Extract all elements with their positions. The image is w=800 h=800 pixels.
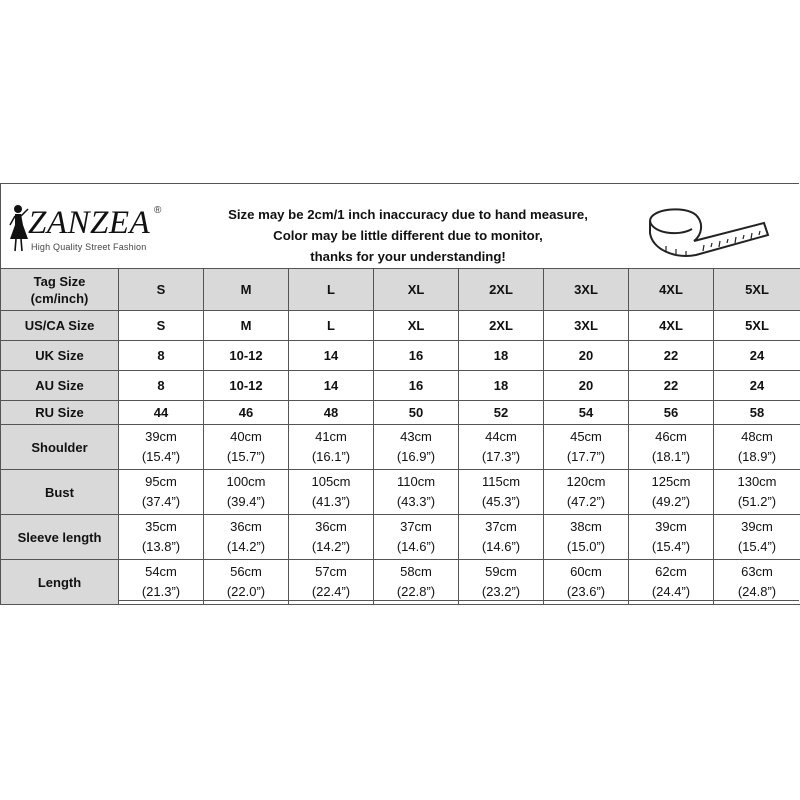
registered-mark: ®	[154, 205, 162, 216]
cm-value: 40cm	[230, 429, 262, 444]
cm-value: 115cm	[481, 474, 521, 489]
inch-value: (23.2”)	[481, 584, 521, 599]
size-cell: 2XL	[459, 269, 544, 311]
inch-value: (22.0”)	[226, 584, 266, 599]
inch-value: (17.7”)	[566, 449, 606, 464]
measurement-cell	[289, 515, 374, 560]
measurement-cell	[714, 470, 800, 515]
measurement-cell	[289, 560, 374, 605]
inch-value: (15.4”)	[737, 539, 777, 554]
cm-value: 38cm	[570, 519, 602, 534]
cm-value: 44cm	[485, 429, 517, 444]
size-cell: XL	[374, 311, 459, 341]
cm-value: 48cm	[741, 429, 773, 444]
cm-value: 130cm	[737, 474, 777, 489]
size-cell: 44	[119, 401, 204, 425]
inch-value: (41.3”)	[311, 494, 351, 509]
measurement-cell	[544, 470, 629, 515]
measurement-cell	[714, 515, 800, 560]
brand-name: ZANZEA	[28, 205, 151, 241]
inch-value: (14.2”)	[311, 539, 351, 554]
brand-tagline: High Quality Street Fashion	[31, 242, 147, 252]
size-cell: 5XL	[714, 269, 800, 311]
cm-value: 37cm	[400, 519, 432, 534]
size-cell: 24	[714, 371, 800, 401]
measurement-cell	[629, 515, 714, 560]
size-cell: M	[204, 311, 289, 341]
measurement-row	[1, 515, 800, 560]
cm-value: 60cm	[570, 564, 602, 579]
cm-value: 120cm	[566, 474, 606, 489]
measurement-cell	[119, 560, 204, 605]
note-line-2: Color may be little different due to monitor,	[273, 228, 543, 243]
row-label: Sleeve length	[1, 515, 119, 560]
inch-value: (22.4”)	[311, 584, 351, 599]
measurement-cell	[459, 425, 544, 470]
inch-value: (24.8”)	[737, 584, 777, 599]
measurement-cell	[374, 470, 459, 515]
size-cell: 24	[714, 341, 800, 371]
size-cell: 48	[289, 401, 374, 425]
measuring-tape-icon	[644, 201, 770, 259]
size-cell: 58	[714, 401, 800, 425]
measurement-cell	[119, 425, 204, 470]
size-cell: 46	[204, 401, 289, 425]
size-cell: 16	[374, 341, 459, 371]
inch-value: (14.2”)	[226, 539, 266, 554]
cm-value: 125cm	[651, 474, 691, 489]
row-label: Bust	[1, 470, 119, 515]
size-cell: 20	[544, 341, 629, 371]
size-cell: 14	[289, 371, 374, 401]
cm-value: 54cm	[145, 564, 177, 579]
measurement-cell	[204, 425, 289, 470]
measurement-cell	[459, 560, 544, 605]
measurement-cell	[374, 425, 459, 470]
size-cell: 2XL	[459, 311, 544, 341]
size-cell: 22	[629, 371, 714, 401]
size-cell: 10-12	[204, 371, 289, 401]
cm-value: 62cm	[655, 564, 687, 579]
cm-value: 110cm	[396, 474, 436, 489]
row-label: RU Size	[1, 401, 119, 425]
size-cell: 4XL	[629, 311, 714, 341]
inch-value: (45.3”)	[481, 494, 521, 509]
measurement-cell	[374, 515, 459, 560]
size-row	[1, 401, 800, 425]
size-cell: 14	[289, 341, 374, 371]
cm-value: 37cm	[485, 519, 517, 534]
measurement-cell	[714, 425, 800, 470]
cm-value: 56cm	[230, 564, 262, 579]
measurement-cell	[629, 425, 714, 470]
row-label: US/CA Size	[1, 311, 119, 341]
inch-value: (15.0”)	[566, 539, 606, 554]
cm-value: 39cm	[655, 519, 687, 534]
inch-value: (15.4”)	[141, 449, 181, 464]
size-cell: 54	[544, 401, 629, 425]
measurement-row	[1, 470, 800, 515]
inch-value: (43.3”)	[396, 494, 436, 509]
measurement-cell	[629, 560, 714, 605]
size-cell: 56	[629, 401, 714, 425]
size-cell: S	[119, 269, 204, 311]
measurement-cell	[289, 470, 374, 515]
note-line-3: thanks for your understanding!	[310, 249, 506, 264]
measurement-note	[196, 204, 620, 267]
inch-value: (15.4”)	[651, 539, 691, 554]
measurement-cell	[119, 470, 204, 515]
note-line-1: Size may be 2cm/1 inch inaccuracy due to hand measure,	[228, 207, 588, 222]
inch-value: (39.4”)	[226, 494, 266, 509]
inch-value: (14.6”)	[481, 539, 521, 554]
row-label: Tag Size (cm/inch)	[1, 269, 119, 311]
inch-value: (16.9”)	[396, 449, 436, 464]
size-cell: 50	[374, 401, 459, 425]
size-cell: M	[204, 269, 289, 311]
inch-value: (17.3”)	[481, 449, 521, 464]
measurement-cell	[544, 515, 629, 560]
size-cell: 10-12	[204, 341, 289, 371]
brand-logo	[6, 203, 166, 253]
measurement-cell	[714, 560, 800, 605]
chart-header	[0, 183, 800, 268]
size-cell: 5XL	[714, 311, 800, 341]
size-row	[1, 311, 800, 341]
inch-value: (49.2”)	[651, 494, 691, 509]
inch-value: (14.6”)	[396, 539, 436, 554]
inch-value: (21.3”)	[141, 584, 181, 599]
measurement-row	[1, 425, 800, 470]
size-row	[1, 341, 800, 371]
size-cell: 16	[374, 371, 459, 401]
inch-value: (37.4”)	[141, 494, 181, 509]
measurement-row	[1, 560, 800, 605]
size-cell: 20	[544, 371, 629, 401]
row-label: Length	[1, 560, 119, 605]
measurement-cell	[204, 515, 289, 560]
measurement-cell	[204, 560, 289, 605]
size-cell: 3XL	[544, 311, 629, 341]
inch-value: (22.8”)	[396, 584, 436, 599]
measurement-cell	[629, 470, 714, 515]
cm-value: 105cm	[311, 474, 351, 489]
measurement-cell	[459, 515, 544, 560]
cm-value: 59cm	[485, 564, 517, 579]
measurement-cell	[289, 425, 374, 470]
inch-value: (15.7”)	[226, 449, 266, 464]
row-label: Shoulder	[1, 425, 119, 470]
cm-value: 43cm	[400, 429, 432, 444]
inch-value: (24.4”)	[651, 584, 691, 599]
cm-value: 46cm	[655, 429, 687, 444]
inch-value: (18.9”)	[737, 449, 777, 464]
size-cell: 8	[119, 371, 204, 401]
size-cell: 4XL	[629, 269, 714, 311]
size-cell: 18	[459, 371, 544, 401]
size-cell: 8	[119, 341, 204, 371]
cm-value: 35cm	[145, 519, 177, 534]
size-cell: L	[289, 269, 374, 311]
inch-value: (23.6”)	[566, 584, 606, 599]
row-label: UK Size	[1, 341, 119, 371]
size-cell: XL	[374, 269, 459, 311]
inch-value: (13.8”)	[141, 539, 181, 554]
cm-value: 100cm	[226, 474, 266, 489]
measurement-cell	[544, 560, 629, 605]
cm-value: 95cm	[145, 474, 177, 489]
cm-value: 36cm	[315, 519, 347, 534]
size-cell: 22	[629, 341, 714, 371]
measurement-cell	[459, 470, 544, 515]
measurement-cell	[119, 515, 204, 560]
cm-value: 58cm	[400, 564, 432, 579]
inch-value: (18.1”)	[651, 449, 691, 464]
cm-value: 63cm	[741, 564, 773, 579]
cm-value: 39cm	[741, 519, 773, 534]
cm-value: 57cm	[315, 564, 347, 579]
inch-value: (51.2”)	[737, 494, 777, 509]
size-row	[1, 371, 800, 401]
cm-value: 39cm	[145, 429, 177, 444]
measurement-cell	[544, 425, 629, 470]
size-cell: 3XL	[544, 269, 629, 311]
size-row	[1, 269, 800, 311]
cm-value: 45cm	[570, 429, 602, 444]
cm-value: 36cm	[230, 519, 262, 534]
size-cell: S	[119, 311, 204, 341]
size-cell: L	[289, 311, 374, 341]
size-cell: 18	[459, 341, 544, 371]
inch-value: (16.1”)	[311, 449, 351, 464]
row-label: AU Size	[1, 371, 119, 401]
measurement-cell	[374, 560, 459, 605]
inch-value: (47.2”)	[566, 494, 606, 509]
size-table	[0, 268, 800, 605]
measurement-cell	[204, 470, 289, 515]
size-cell: 52	[459, 401, 544, 425]
cm-value: 41cm	[315, 429, 347, 444]
